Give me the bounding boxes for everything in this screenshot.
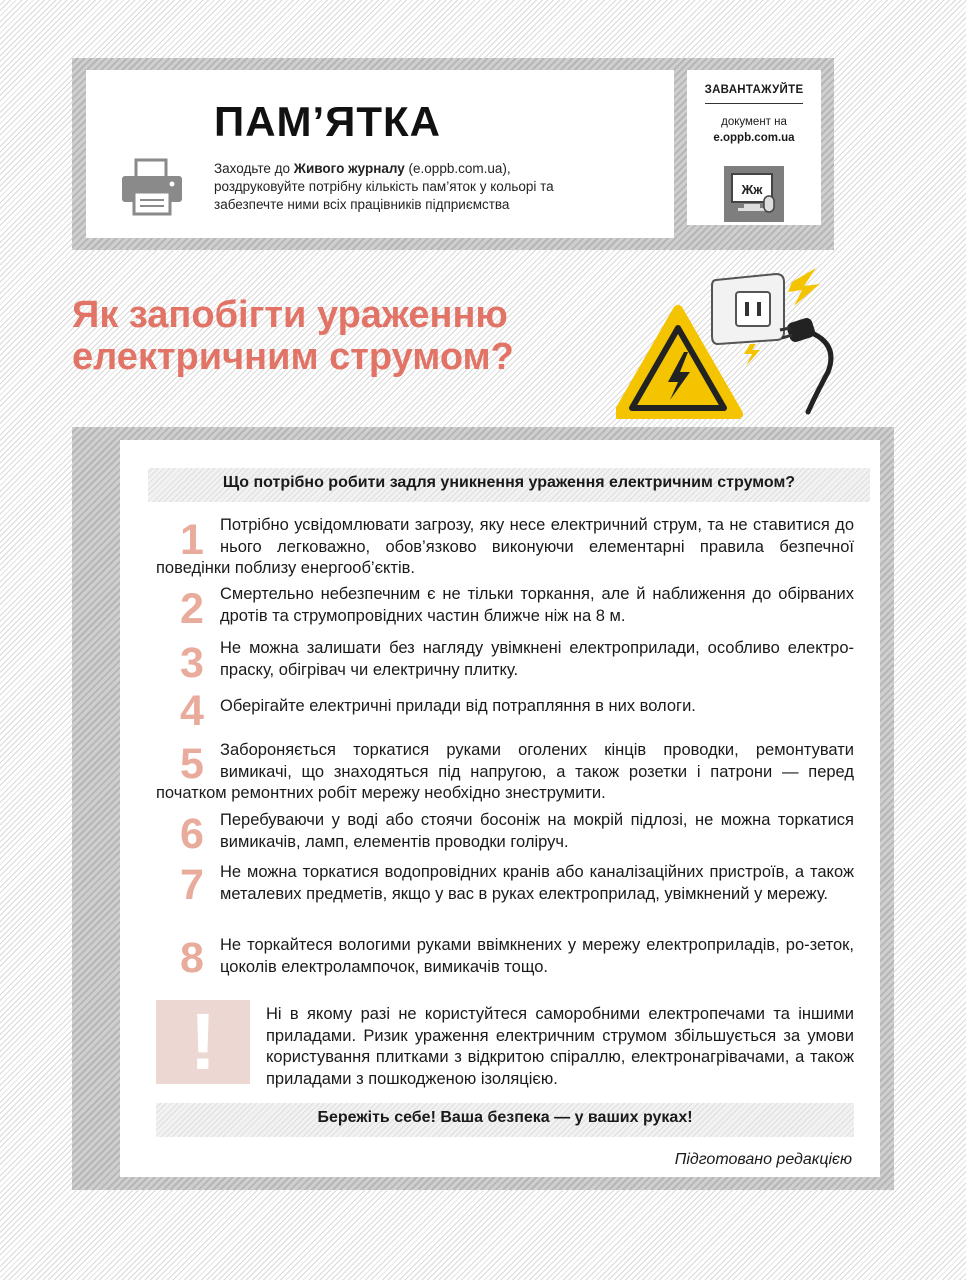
intro-bold: Живого журналу — [293, 161, 405, 176]
question-heading: Що потрібно робити задля уникнення ураження електричним струмом? — [222, 474, 796, 491]
list-item-5: Забороняється торкатися руками оголених кінців проводки, ремонтувати вимикачі, що знаходяться під напругою, а також розетки і патрони — перед початком ремонтних робіт мережу необхідно знеструмити. — [156, 741, 854, 802]
credit-text: Підготовано редакцією — [674, 1151, 852, 1168]
download-box — [687, 70, 821, 225]
download-site[interactable]: e.oppb.com.ua — [713, 132, 795, 144]
item-number-7: 7 — [180, 861, 204, 909]
item-number-5: 5 — [180, 740, 204, 788]
headline-line-2: електричним струмом? — [72, 336, 514, 378]
plug-icon — [786, 316, 817, 343]
list-item-1: Потрібно усвідомлювати загрозу, яку несе електричний струм, та не ставитися до нього легковажно, обов’язково виконуючи елементарні правила безпечної поведінки поблизу енергооб’єктів. — [156, 516, 854, 577]
item-number-4: 4 — [180, 687, 204, 735]
item-number-1: 1 — [180, 516, 204, 564]
intro-text — [214, 160, 574, 214]
headline — [72, 294, 632, 378]
list-item-6: Перебуваючи у воді або стоячи босоніж на мокрій підлозі, не можна торкатися вимикачів, ламп, елементів проводки голіруч. — [220, 811, 854, 851]
list-item-3: Не можна залишати без нагляду увімкнені електроприлади, особливо електро-праску, обігрівач чи електричну плитку. — [220, 639, 854, 679]
list-item-2: Смертельно небезпечним є не тільки торкання, але й наближення до обірваних дротів та струмопровідних частин ближче ніж на 8 м. — [220, 585, 854, 625]
cable-icon — [808, 334, 831, 412]
warning-text: Ні в якому разі не користуйтеся саморобними електропечами та іншими приладами. Ризик ураження електричним струмом збільшується за умови користування плитками з відкритою спіраллю, електронагрівачами, а також приладами з пошкодженою ізоляцією. — [266, 1005, 854, 1088]
item-number-2: 2 — [180, 585, 204, 633]
list-item-7: Не можна торкатися водопровідних кранів або каналізаційних пристроїв, а також металевих предметів, якщо у вас в руках електроприлад, увімкнений у мережу. — [220, 863, 854, 903]
electric-hazard-illustration — [616, 262, 846, 422]
list-item-8: Не торкайтеся вологими руками ввімкнених у мережу електроприладів, ро-зеток, цоколів електролампочок, вимикачів тощо. — [220, 936, 854, 976]
monitor-icon — [724, 166, 784, 222]
live-journal-icon[interactable] — [724, 166, 784, 222]
download-divider — [705, 103, 803, 104]
item-number-3: 3 — [180, 639, 204, 687]
intro-prefix: Заходьте до — [214, 161, 294, 176]
download-text: документ на — [721, 116, 787, 128]
exclamation-icon: ! — [189, 997, 217, 1086]
printer-icon — [120, 158, 184, 216]
spark-icon — [788, 268, 820, 306]
closing-text: Бережіть себе! Ваша безпека — у ваших руках! — [317, 1109, 693, 1126]
headline-line-1: Як запобігти ураженню — [72, 294, 508, 336]
intro-suffix: (e.oppb.com.ua), роздруковуйте потрібну кількість пам’яток у кольорі та забезпечте ними всіх працівників підприємства — [214, 161, 554, 212]
page-title: ПАМ’ЯТКА — [214, 98, 441, 145]
item-number-6: 6 — [180, 810, 204, 858]
download-title: ЗАВАНТАЖУЙТЕ — [704, 84, 804, 96]
list-item-4: Оберігайте електричні прилади від потрапляння в них вологи. — [220, 697, 696, 715]
live-journal-label: Жж — [741, 182, 763, 197]
item-number-8: 8 — [180, 934, 204, 982]
